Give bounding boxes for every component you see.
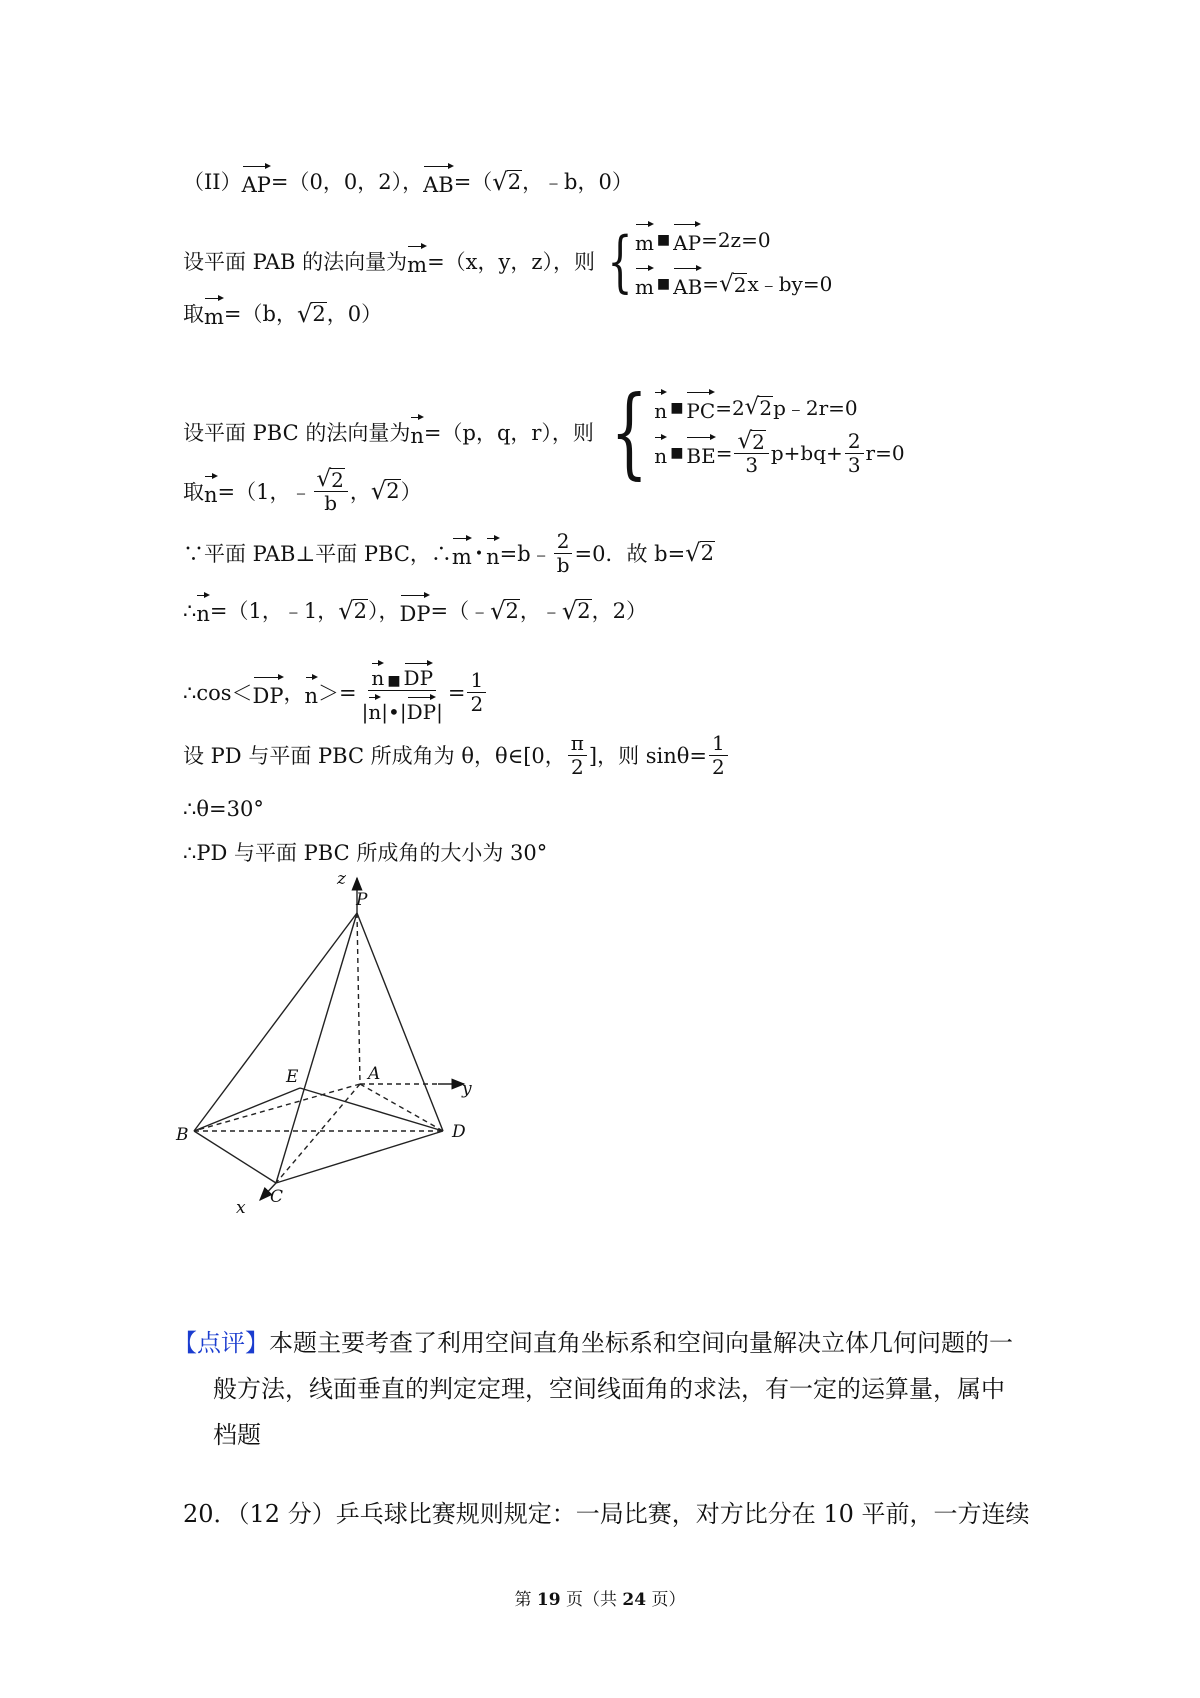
edge-pa: [357, 913, 360, 1084]
edge-pc: [276, 913, 357, 1183]
equation: m ■ AB = √ 2 x﹣by=0: [635, 266, 832, 302]
choose-n-line: 取 n =（1，﹣ √ 2 b ， √ 2 ）: [183, 466, 422, 515]
cosine-line: ∴cos＜ DP ， n ＞= $\frac{n ■ DP}{|n|•|DP|}$ = $\frac{1}{2}$: [183, 661, 488, 724]
label-b: B: [176, 1125, 189, 1145]
sqrt: √ 2: [492, 167, 522, 196]
equation: m ■ AP =2z=0: [635, 222, 832, 258]
perpendicular-line: ∵平面 PAB⊥平面 PBC，∴ m • n =b﹣ $\frac{2}{b}$ =0．故 b= √ 2: [183, 529, 714, 577]
edge-pd: [357, 913, 443, 1131]
label-z: z: [337, 869, 346, 889]
vector-n: n: [410, 415, 424, 451]
vector-ap: AP: [242, 164, 271, 200]
label-x: x: [236, 1198, 246, 1218]
label-c: C: [270, 1187, 284, 1207]
normal-vector-pab-line: 设平面 PAB 的法向量为 m =（x，y，z），则 { m ■ AP =2z=0 m ■ AB = √ 2 x﹣by=0: [183, 223, 833, 300]
comment-block: 【点评】本题主要考查了利用空间直角坐标系和空间向量解决立体几何问题的一 般方法，线面垂直的判定定理，空间线面角的求法，有一定的运算量，属中 档题: [173, 1329, 1013, 1449]
normal-vector-pbc-line: 设平面 PBC 的法向量为 n =（p，q，r），则 { n ■ PC =2 √ 2 p﹣2r=0 n ■ BE = √ 2 3 p+bq+ $\frac{2}{3}$ r=0: [183, 376, 905, 490]
pyramid-figure: [176, 869, 510, 1218]
label-e: E: [286, 1067, 299, 1087]
choose-m-line: 取 m =（b， √ 2 ，0）: [183, 296, 382, 332]
vector-m: m: [204, 296, 224, 332]
label-p: P: [356, 890, 368, 910]
edge-ad: [360, 1084, 443, 1131]
vector-m: m: [407, 244, 427, 280]
equation: n ■ BE = √ 2 3 p+bq+ $\frac{2}{3}$ r=0: [654, 427, 905, 477]
page-number: 19: [536, 1590, 561, 1610]
label-y: y: [462, 1079, 472, 1099]
vector-n: n: [204, 474, 218, 510]
equation-system-pab: { m ■ AP =2z=0 m ■ AB = √ 2 x﹣by=0: [607, 223, 833, 300]
cosine-fraction: $\frac{n ■ DP}{|n|•|DP|}$: [359, 661, 446, 724]
page-footer: 第 19 页（共 24 页）: [514, 1590, 686, 1610]
label-a: A: [368, 1064, 381, 1084]
page-total: 24: [622, 1590, 647, 1610]
edge-ab: [194, 1084, 360, 1131]
theta-result-line: ∴θ=30°: [183, 797, 264, 821]
vectors-result-line: ∴ n =（1，﹣1， √ 2 ）， DP =（﹣ √ 2 ，﹣ √ 2 ，2）: [183, 593, 647, 629]
solution-line-ii: （II） AP =（0，0，2）， AB =（ √ 2 ，﹣b，0）: [183, 164, 633, 200]
label-d: D: [452, 1122, 466, 1142]
comment-tag: 【点评】: [173, 1329, 269, 1357]
edge-cd: [276, 1131, 443, 1183]
equation: n ■ PC =2 √ 2 p﹣2r=0: [654, 390, 904, 426]
edge-bc: [194, 1131, 276, 1183]
edge-ac: [276, 1084, 360, 1183]
vector-ab: AB: [423, 164, 454, 200]
equation-system-pbc: { n ■ PC =2 √ 2 p﹣2r=0 n ■ BE = √ 2 3 p+bq+ $\frac{2}{3}$ r=0: [610, 376, 905, 490]
conclusion-line: ∴PD 与平面 PBC 所成角的大小为 30°: [183, 841, 548, 865]
angle-line: 设 PD 与平面 PBC 所成角为 θ，θ∈[0， $\frac{\pi}{2}$ ]，则 sinθ= $\frac{1}{2}$: [183, 732, 730, 779]
question-20: 20．（12 分）乒乓球比赛规则规定：一局比赛，对方比分在 10 平前，一方连续: [183, 1500, 1030, 1528]
